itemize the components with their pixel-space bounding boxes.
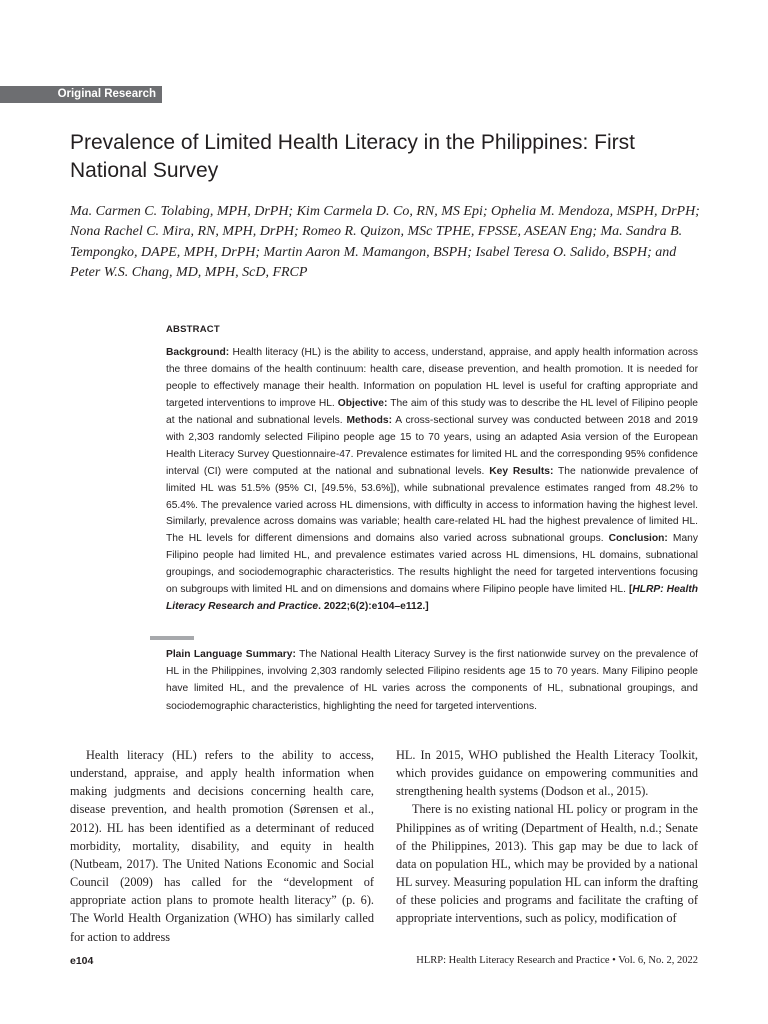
conclusion-text: Many Filipino people had limited HL, and prevalence estimates varied across HL dimensions, HL domains, subnational groupings, and sociodemographic characteristics. The results highlight the need for targeted interventions focusing on subgroups with limited HL and on dimensions and domains where Filipino people have limited HL. <box>166 533 698 596</box>
body-paragraph: There is no existing national HL policy or program in the Philippines as of writing (Department of Health, n.d.; Senate of the Philippines, 2013). This gap may be due to lack of data on population HL, which may be provided by a national HL survey. Measuring population HL can inform the drafting of these policies and programs and facilitate the crafting of appropriate interventions, such as policy, modification of <box>396 802 698 926</box>
methods-text: A cross-sectional survey was conducted between 2018 and 2019 with 2,303 randomly selected Filipino people age 15 to 70 years, using an adapted Asia version of the European Health Literacy Survey Questionnaire-47. Prevalence estimates for limited HL and the corresponding 95% confidence interval (CI) were computed at the national and subnational levels. <box>166 414 698 477</box>
plain-language-summary <box>166 646 698 715</box>
background-label: Background: <box>166 346 230 358</box>
background-text: Health literacy (HL) is the ability to access, understand, appraise, and apply health information across the three domains of the health continuum: health care, disease prevention, and health promotion. It is needed for people to effectively manage their health. Information on population HL level is useful for crafting appropriate and targeted interventions to improve HL. <box>166 346 698 409</box>
objective-text: The aim of this study was to describe the HL level of Filipino people at the national and subnational levels. <box>166 397 699 426</box>
abstract <box>166 322 698 616</box>
author-list: Ma. Carmen C. Tolabing, MPH, DrPH; Kim Carmela D. Co, RN, MS Epi; Ophelia M. Mendoza, MSPH, DrPH; Nona Rachel C. Mira, RN, MPH, DrPH; Romeo R. Quizon, MSc TPHE, FPSSE, ASEAN Eng; Ma. Sandra B. Tempongko, DAPE, MPH, DrPH; Martin Aaron M. Mamangon, BSPH; Isabel Teresa O. Salido, BSPH; and Peter W.S. Chang, MD, MPH, ScD, FRCP <box>70 204 700 281</box>
page-number: e104 <box>70 955 94 967</box>
body-paragraph: HL. In 2015, WHO published the Health Literacy Toolkit, which provides guidance on empowering communities and strengthening health systems (Dodson et al., 2015). <box>396 748 698 799</box>
citation-rest: . 2022;6(2):e104–e112.] <box>318 601 429 613</box>
conclusion-label: Conclusion: <box>608 533 668 545</box>
plain-language-body: The National Health Literacy Survey is the first nationwide survey on the prevalence of HL in the Philippines, involving 2,303 randomly selected Filipino residents age 15 to 70 years. Many Filipino people have limited HL, and the prevalence of HL varies across the components of HL, subnational groupings, and sociodemographic characteristics, highlighting the need for targeted interventions. <box>166 649 698 712</box>
abstract-text <box>166 345 698 616</box>
body-column-left <box>70 746 374 946</box>
objective-label: Objective: <box>337 397 388 409</box>
methods-label: Methods: <box>346 414 393 426</box>
section-tag: Original Research <box>0 86 162 103</box>
results-label: Key Results: <box>489 465 554 477</box>
section-divider <box>150 636 194 640</box>
running-footer: HLRP: Health Literacy Research and Practice • Vol. 6, No. 2, 2022 <box>416 955 698 966</box>
body-paragraph: Health literacy (HL) refers to the ability to access, understand, appraise, and apply health information when making judgments and decisions concerning health care, disease prevention, and health promotion (Sørensen et al., 2012). HL has been identified as a determinant of reduced morbidity, mortality, disability, and equity in health (Nutbeam, 2017). The United Nations Economic and Social Council (2009) has called for the “development of appropriate action plans to promote health literacy” (p. 6). The World Health Organization (WHO) has similarly called for action to address <box>70 748 374 944</box>
citation-journal: HLRP: Health Literacy Research and Practice <box>166 584 698 613</box>
plain-language-label: Plain Language Summary: <box>166 649 296 660</box>
results-text: The nationwide prevalence of limited HL was 51.5% (95% CI, [49.5%, 53.6%]), while subnational prevalence estimates ranged from 48.2% to 65.4%. The prevalence varied across HL dimensions, with difficulty in access to information having the highest level. Similarly, prevalence across domains was variable; health care-related HL had the highest prevalence of limited HL. The HL levels for different dimensions and domains also varied across subnational groups. <box>166 465 698 545</box>
article-title: Prevalence of Limited Health Literacy in the Philippines: First National Survey <box>70 131 635 182</box>
plain-language-text <box>166 646 698 715</box>
citation-open: [ <box>628 584 633 596</box>
abstract-heading: ABSTRACT <box>166 324 220 335</box>
body-column-right <box>396 746 698 928</box>
